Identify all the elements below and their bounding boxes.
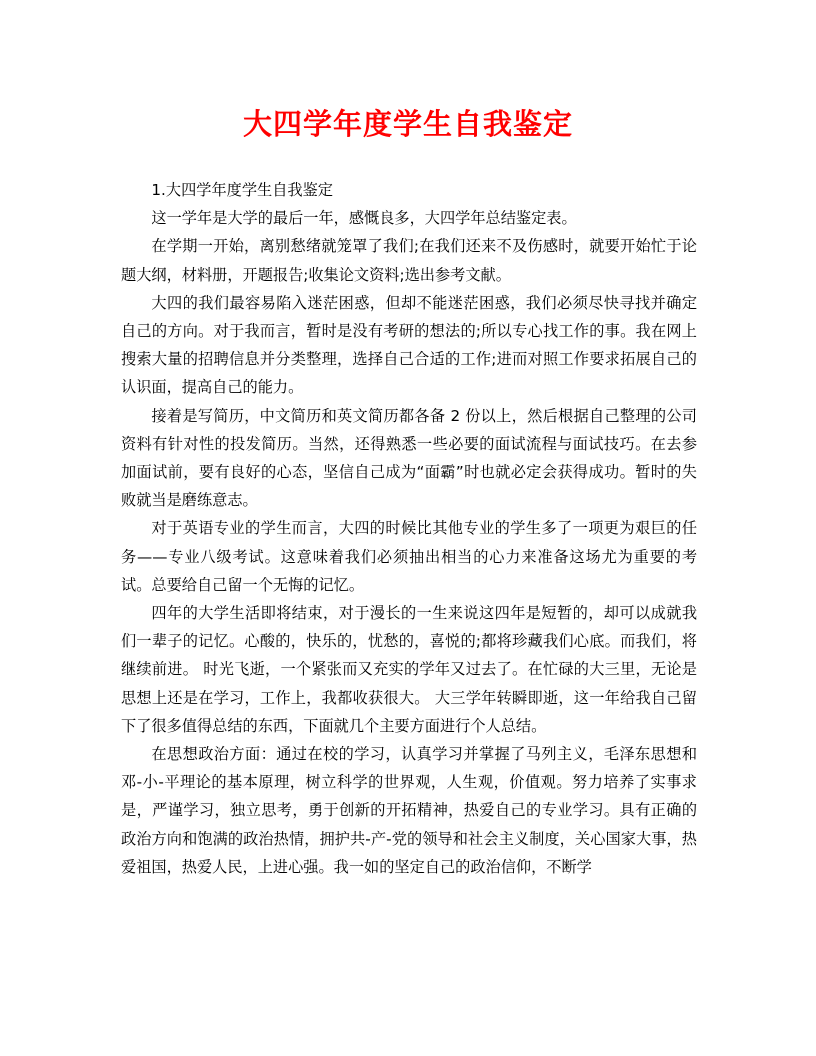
paragraph-direction: 大四的我们最容易陷入迷茫困惑，但却不能迷茫困惑，我们必须尽快寻找并确定自己的方向。对于我而言，暂时是没有考研的想法的;所以专心找工作的事。我在网上搜索大量的招聘信息并分类整理，选择自己合适的工作;进而对照工作要求拓展自己的认识面，提高自己的能力。 [121, 293, 697, 397]
paragraph-four-years: 四年的大学生活即将结束，对于漫长的一生来说这四年是短暂的，却可以成就我们一辈子的记忆。心酸的，快乐的，忧愁的，喜悦的;都将珍藏我们心底。而我们，将继续前进。 时光飞逝，一个紧张而又充实的学年又过去了。在忙碌的大三里，无论是思想上还是在学习，工作上，我都收获很大。 大三学年转瞬即逝，这一年给我自己留下了很多值得总结的东西，下面就几个主要方面进行个人总结。 [121, 604, 697, 735]
paragraph-resume: 接着是写简历，中文简历和英文简历都各备 2 份以上，然后根据自己整理的公司资料有针对性的投发简历。当然，还得熟悉一些必要的面试流程与面试技巧。在去参加面试前，要有良好的心态，坚信自己成为“面霸”时也就必定会获得成功。暂时的失败就当是磨练意志。 [121, 406, 697, 510]
paragraph-english-exam: 对于英语专业的学生而言，大四的时候比其他专业的学生多了一项更为艰巨的任务——专业八级考试。这意味着我们必须抽出相当的心力来准备这场尤为重要的考试。总要给自己留一个无悔的记忆。 [121, 519, 697, 594]
paragraph-semester-start: 在学期一开始，离别愁绪就笼罩了我们;在我们还来不及伤感时，就要开始忙于论题大纲，材料册，开题报告;收集论文资料;选出参考文献。 [121, 237, 697, 284]
paragraph-intro: 这一学年是大学的最后一年，感慨良多，大四学年总结鉴定表。 [151, 209, 577, 228]
document-body [121, 176, 697, 881]
paragraph-politics: 在思想政治方面：通过在校的学习，认真学习并掌握了马列主义，毛泽东思想和邓-小-平理论的基本原理，树立科学的世界观，人生观，价值观。努力培养了实事求是，严谨学习，独立思考，勇于创新的开拓精神，热爱自己的专业学习。具有正确的政治方向和饱满的政治热情，拥护共-产-党的领导和社会主义制度，关心国家大事，热爱祖国，热爱人民，上进心强。我一如的坚定自己的政治信仰，不断学 [121, 745, 697, 876]
section-heading: 1.大四学年度学生自我鉴定 [151, 181, 333, 199]
document-title: 大四学年度学生自我鉴定 [242, 107, 573, 141]
